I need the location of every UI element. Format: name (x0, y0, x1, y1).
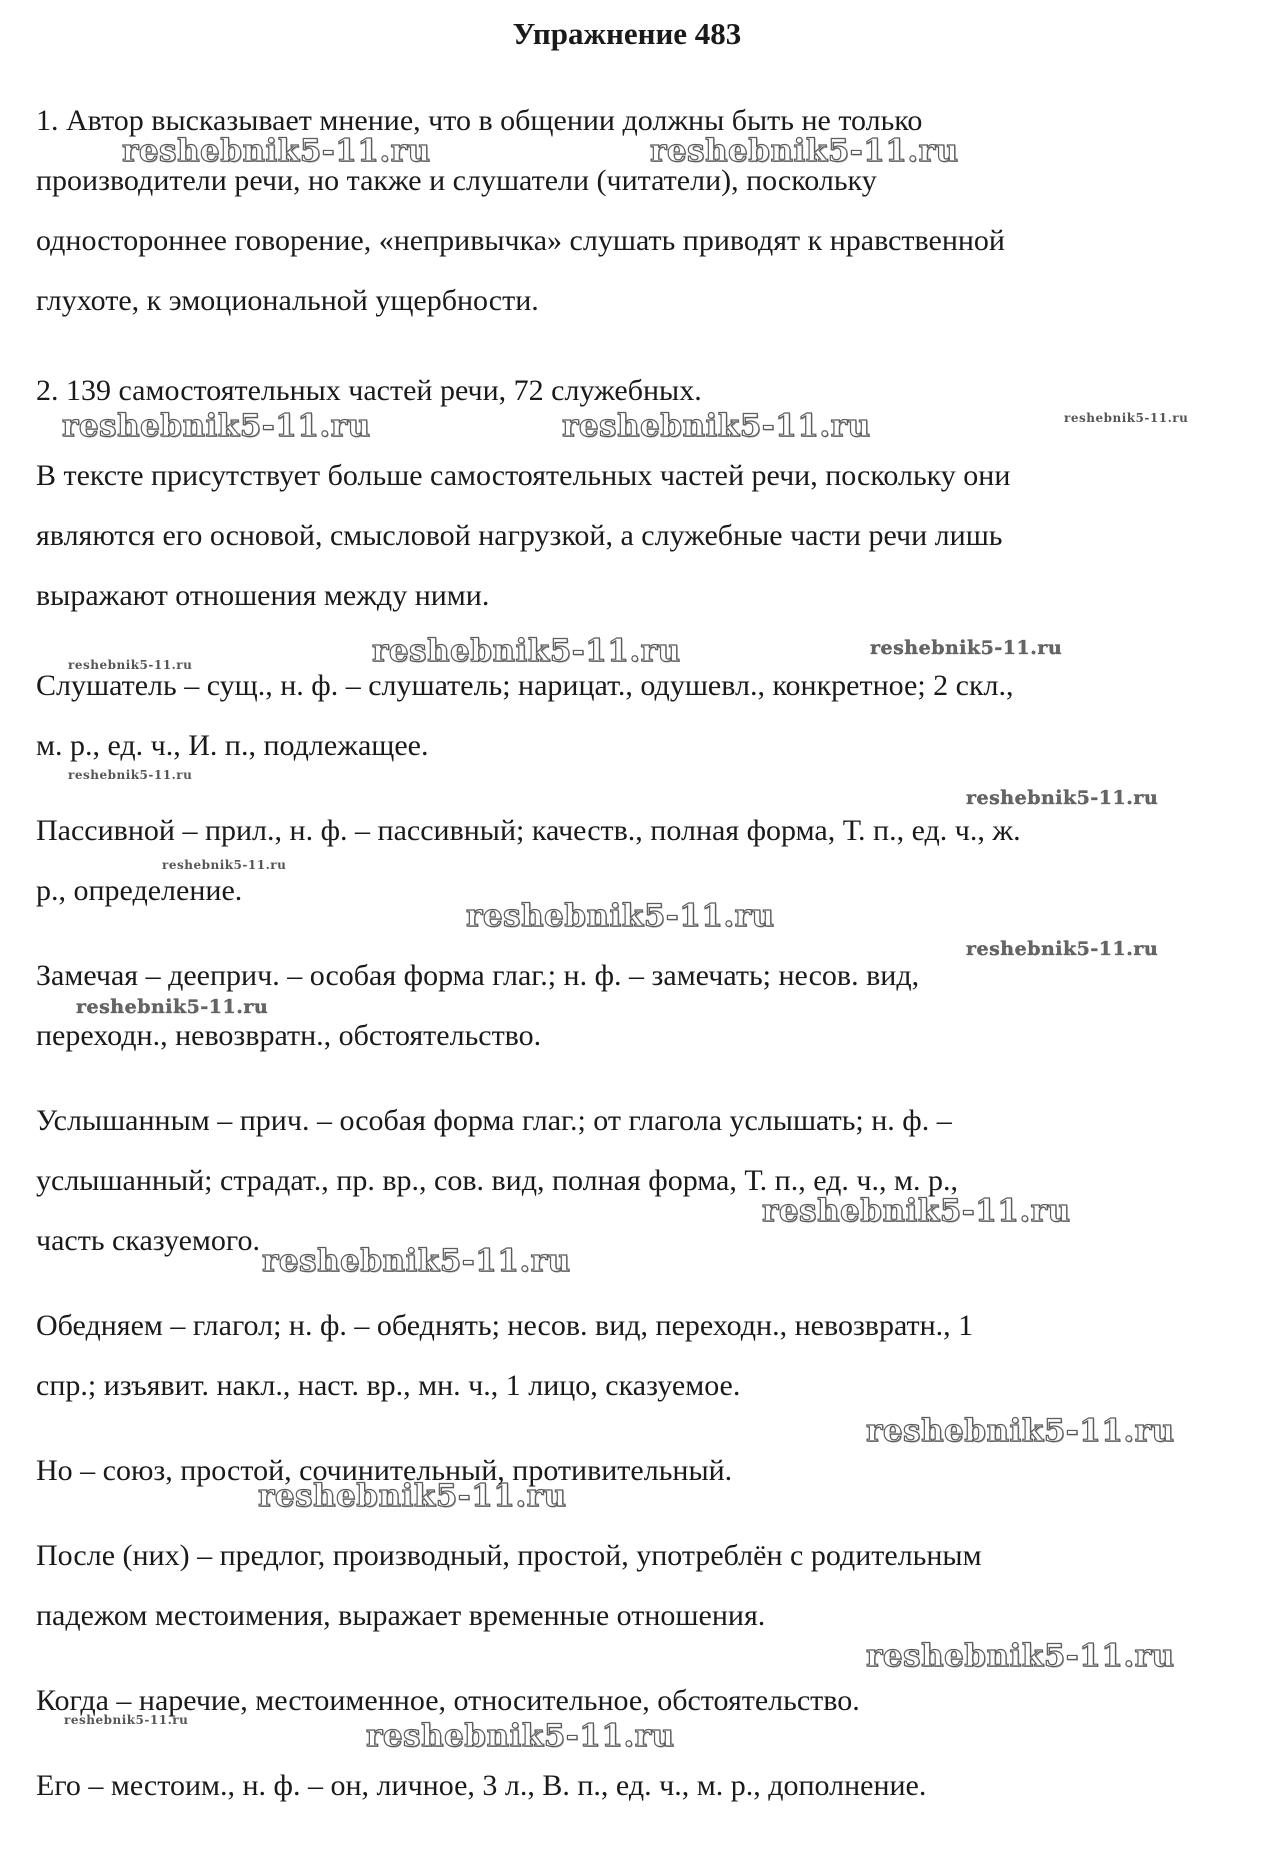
watermark: reshebnik5-11.ru (966, 787, 1159, 809)
watermark: reshebnik5-11.ru (1064, 411, 1189, 425)
text-line: После (них) – предлог, производный, простой, употреблён с родительным (36, 1539, 982, 1572)
watermark: reshebnik5-11.ru (366, 1718, 675, 1754)
exercise-title: Упражнение 483 (512, 16, 742, 51)
text-line: производители речи, но также и слушатели (читатели), поскольку (36, 164, 877, 197)
text-line: Его – местоим., н. ф. – он, личное, 3 л., В. п., ед. ч., м. р., дополнение. (36, 1769, 927, 1802)
text-line: одностороннее говорение, «непривычка» слушать приводят к нравственной (36, 224, 1005, 257)
text-line: падежом местоимения, выражает временные отношения. (36, 1599, 766, 1632)
text-line: 1. Автор высказывает мнение, что в общении должны быть не только (36, 104, 923, 137)
text-line: услышанный; страдат., пр. вр., сов. вид, полная форма, Т. п., ед. ч., м. р., (36, 1164, 958, 1197)
watermark: reshebnik5-11.ru (62, 408, 371, 444)
watermark: reshebnik5-11.ru (258, 1478, 567, 1514)
text-line: 2. 139 самостоятельных частей речи, 72 служебных. (36, 374, 702, 407)
watermark: reshebnik5-11.ru (866, 1413, 1175, 1449)
watermark: reshebnik5-11.ru (76, 996, 269, 1018)
watermark: reshebnik5-11.ru (64, 1713, 189, 1727)
watermark: reshebnik5-11.ru (866, 1638, 1175, 1674)
watermark: reshebnik5-11.ru (122, 133, 431, 169)
watermark: reshebnik5-11.ru (68, 768, 193, 782)
watermark: reshebnik5-11.ru (562, 408, 871, 444)
text-line: Замечая – дееприч. – особая форма глаг.; н. ф. – замечать; несов. вид, (36, 959, 920, 992)
text-line: р., определение. (36, 874, 243, 907)
watermark: reshebnik5-11.ru (966, 938, 1159, 960)
text-line: спр.; изъявит. накл., наст. вр., мн. ч., 1 лицо, сказуемое. (36, 1369, 741, 1402)
watermark: reshebnik5-11.ru (68, 658, 193, 672)
watermark: reshebnik5-11.ru (762, 1193, 1071, 1229)
text-line: м. р., ед. ч., И. п., подлежащее. (36, 729, 429, 762)
watermark: reshebnik5-11.ru (650, 133, 959, 169)
text-line: Слушатель – сущ., н. ф. – слушатель; нарицат., одушевл., конкретное; 2 скл., (36, 669, 1014, 702)
watermark: reshebnik5-11.ru (466, 898, 775, 934)
text-line: Но – союз, простой, сочинительный, противительный. (36, 1454, 733, 1487)
text-line: Услышанным – прич. – особая форма глаг.; от глагола услышать; н. ф. – (36, 1104, 952, 1137)
text-line: В тексте присутствует больше самостоятельных частей речи, поскольку они (36, 459, 1011, 492)
watermark: reshebnik5-11.ru (870, 637, 1063, 659)
text-line: являются его основой, смысловой нагрузкой, а служебные части речи лишь (36, 519, 1003, 552)
text-line: Когда – наречие, местоименное, относительное, обстоятельство. (36, 1684, 860, 1717)
text-line: глухоте, к эмоциональной ущербности. (36, 284, 539, 317)
watermark: reshebnik5-11.ru (372, 633, 681, 669)
watermark: reshebnik5-11.ru (162, 858, 287, 872)
watermark: reshebnik5-11.ru (262, 1243, 571, 1279)
text-line: выражают отношения между ними. (36, 579, 490, 612)
text-line: Обедняем – глагол; н. ф. – обеднять; несов. вид, переходн., невозвратн., 1 (36, 1309, 974, 1342)
text-line: Пассивной – прил., н. ф. – пассивный; качеств., полная форма, Т. п., ед. ч., ж. (36, 814, 1021, 847)
text-line: часть сказуемого. (36, 1224, 260, 1257)
text-line: переходн., невозвратн., обстоятельство. (36, 1019, 542, 1052)
